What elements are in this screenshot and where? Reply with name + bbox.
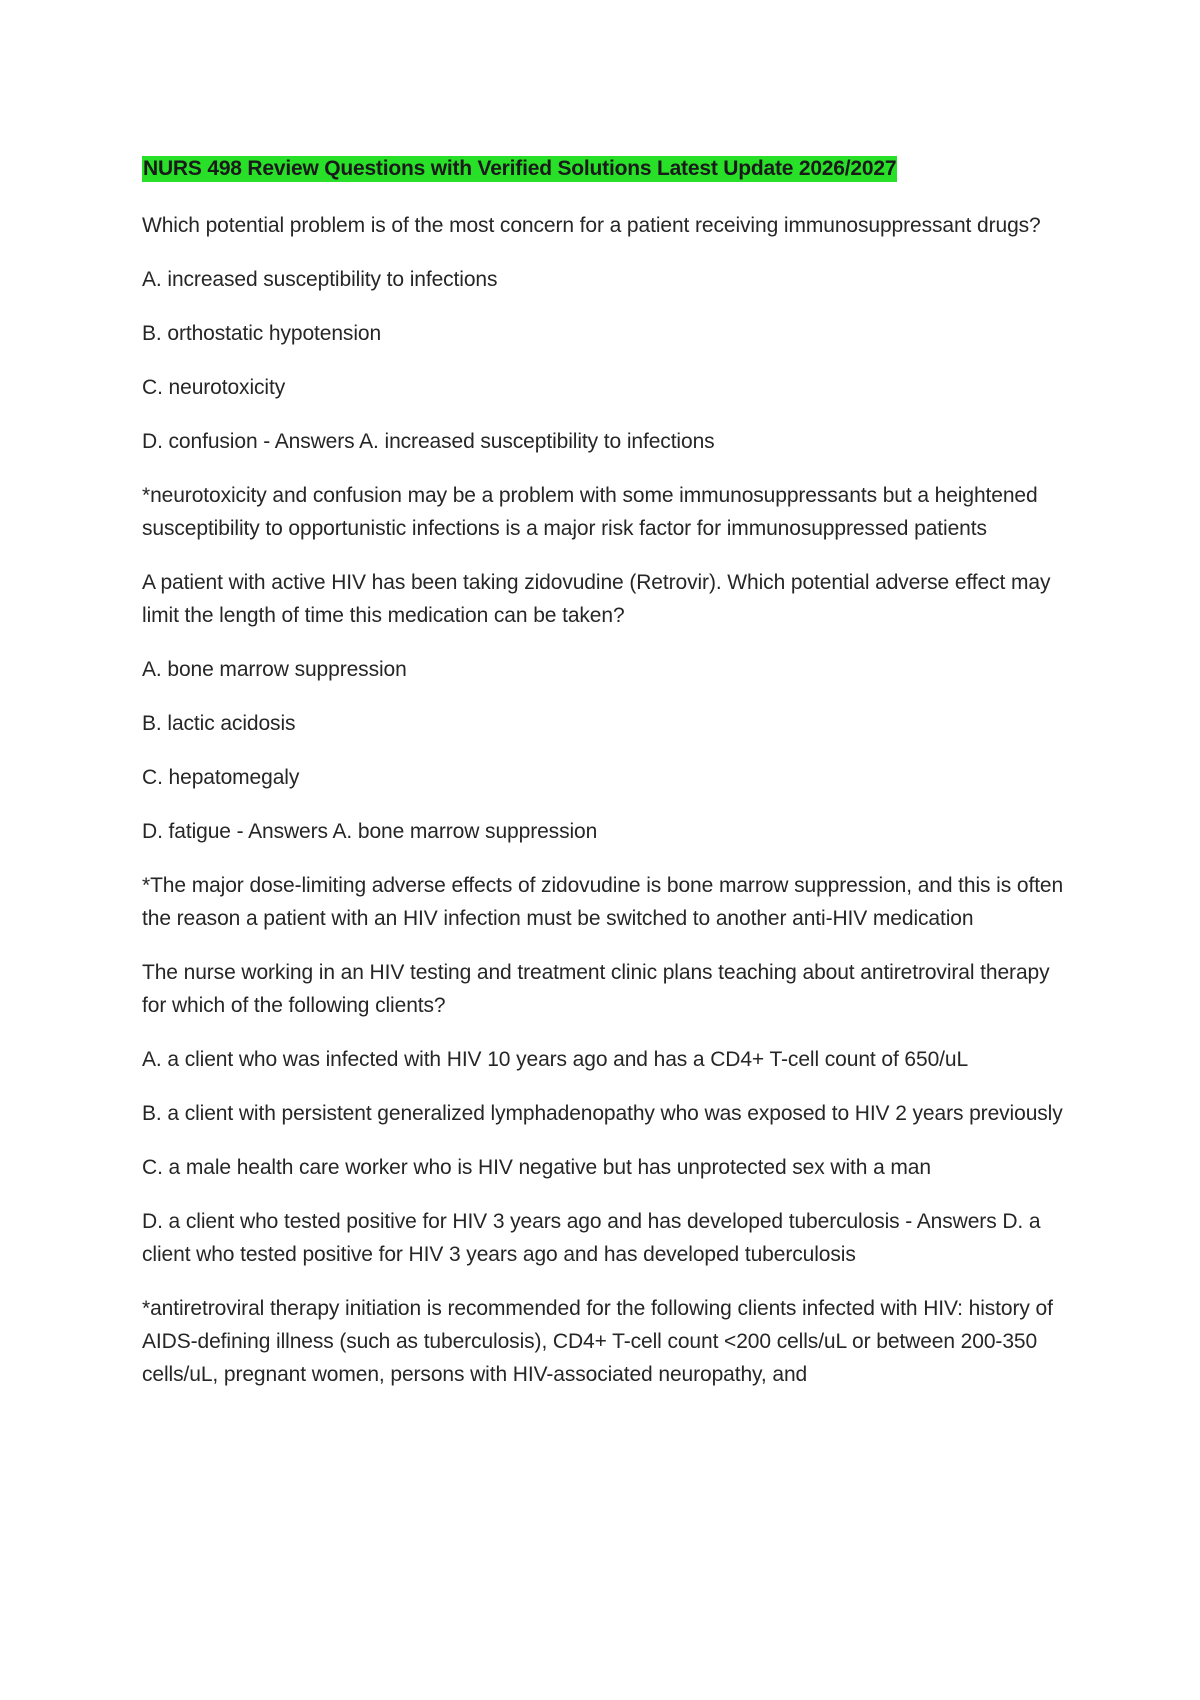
question-2-option-b: B. lactic acidosis: [142, 712, 296, 735]
question-3-option-c: C. a male health care worker who is HIV negative but has unprotected sex with a man: [142, 1156, 931, 1179]
question-1-option-a: A. increased susceptibility to infections: [142, 268, 498, 291]
question-3-option-d-answer: D. a client who tested positive for HIV 3 years ago and has developed tuberculosis - Answers D. a client who tested positive for HIV 3 years ago and has developed tuberculosis: [142, 1210, 1041, 1266]
question-2-stem: A patient with active HIV has been taking zidovudine (Retrovir). Which potential adverse effect may limit the length of time this medication can be taken?: [142, 571, 1051, 627]
document-content: [142, 152, 1072, 1412]
question-1-rationale: *neurotoxicity and confusion may be a problem with some immunosuppressants but a heightened susceptibility to opportunistic infections is a major risk factor for immunosuppressed patients: [142, 484, 1038, 540]
document-title: NURS 498 Review Questions with Verified Solutions Latest Update 2026/2027: [143, 157, 897, 180]
question-3-stem: The nurse working in an HIV testing and treatment clinic plans teaching about antiretroviral therapy for which of the following clients?: [142, 961, 1050, 1017]
question-2-rationale: *The major dose-limiting adverse effects of zidovudine is bone marrow suppression, and this is often the reason a patient with an HIV infection must be switched to another anti-HIV medication: [142, 874, 1064, 930]
question-2-option-a: A. bone marrow suppression: [142, 658, 407, 681]
question-3-rationale: *antiretroviral therapy initiation is recommended for the following clients infected with HIV: history of AIDS-defining illness (such as tuberculosis), CD4+ T-cell count <200 cells/uL or between 200-350 cells/uL, pregnant women, persons with HIV-associated neuropathy, and: [142, 1297, 1053, 1386]
question-3-option-a: A. a client who was infected with HIV 10 years ago and has a CD4+ T-cell count of 650/uL: [142, 1048, 969, 1071]
question-1-option-d-answer: D. confusion - Answers A. increased susceptibility to infections: [142, 430, 715, 453]
question-3-option-b: B. a client with persistent generalized lymphadenopathy who was exposed to HIV 2 years previously: [142, 1102, 1063, 1125]
question-1-option-c: C. neurotoxicity: [142, 376, 286, 399]
question-2-option-d-answer: D. fatigue - Answers A. bone marrow suppression: [142, 820, 598, 843]
question-2-option-c: C. hepatomegaly: [142, 766, 300, 789]
title-line: [142, 152, 1072, 187]
question-1-stem: Which potential problem is of the most concern for a patient receiving immunosuppressant drugs?: [142, 214, 1041, 237]
question-1-option-b: B. orthostatic hypotension: [142, 322, 382, 345]
